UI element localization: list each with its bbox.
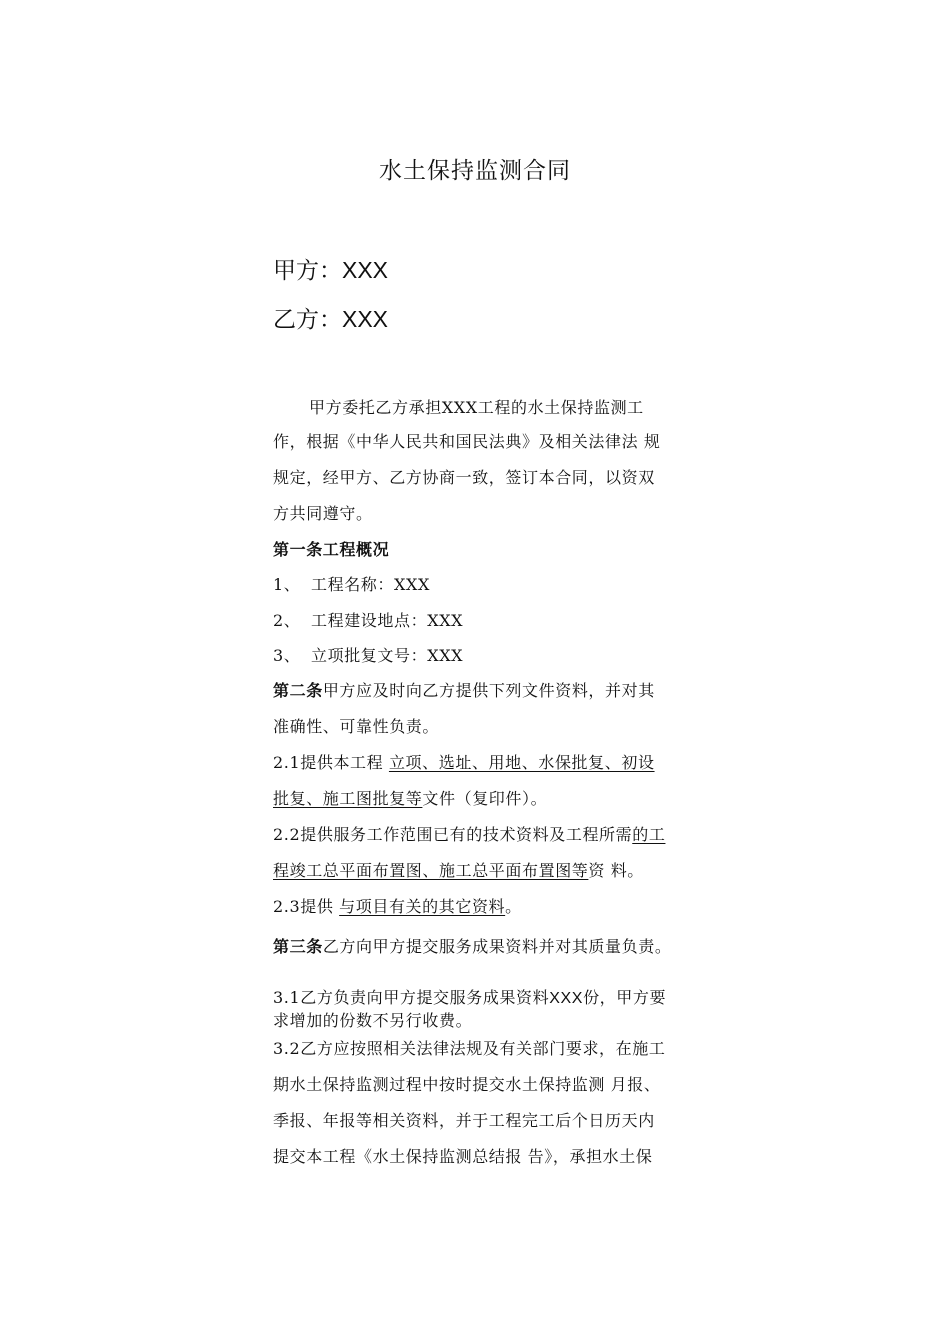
clause-2-2-text: 资 料。 [588,861,644,880]
clause-3-2-line-3: 季报、年报等相关资料，并于工程完工后个日历天内 [273,1111,655,1130]
document-title: 水土保持监测合同 [379,158,571,184]
clause-2-2-underlined: 的工 [632,825,666,844]
clause-2-3-suffix: 。 [505,897,522,916]
clause-2-1-suffix: 文件（复印件）。 [422,789,548,808]
party-b-value: XXX [342,306,389,332]
clause-2-3-prefix: 2.3提供 [273,897,340,916]
article-1-item [273,603,679,639]
clause-2-2-line-1 [273,817,679,853]
intro-line-2: 作，根据《中华人民共和国民法典》及相关法律法 规 [273,432,661,451]
article-3-paragraph [273,936,679,958]
article-3-text: 乙方向甲方提交服务成果资料并对其质量负责。 [322,937,672,956]
clause-2-2-underlined: 程竣工总平面布置图、施工总平面布置图等 [273,861,589,880]
clause-2-3-underlined: 与项目有关的其它资料 [339,897,506,916]
item-number: 1、 [273,575,301,594]
intro-line-3: 规定，经甲方、乙方协商一致，签订本合同，以资双 [273,468,655,487]
article-1-item [273,638,679,674]
clause-3-2-line-2: 期水土保持监测过程中按时提交水土保持监测 月报、 [273,1075,661,1094]
party-a [273,252,388,285]
item-number: 3、 [273,646,301,665]
article-1-item [273,567,679,603]
clause-2-1-underlined: 立项、选址、用地、水保批复、初设 [388,753,655,772]
intro-line-4: 方共同遵守。 [273,504,373,523]
party-a-value: XXX [342,257,389,283]
clause-3-1 [273,987,679,1032]
article-2-line-2: 准确性、可靠性负责。 [273,717,440,736]
clause-2-3 [273,889,679,925]
clause-3-2-line-4: 提交本工程《水土保持监测总结报 告》，承担水土保 [273,1147,653,1166]
clause-2-1-line-2 [273,781,679,817]
article-3-heading: 第三条 [273,937,323,956]
article-2-line-1 [273,673,679,709]
clause-2-2-text: 2.2提供服务工作范围已有的技术资料及工程所需 [273,825,633,844]
party-a-label: 甲方： [273,258,342,284]
clause-3-1-count: XXX [549,990,584,1007]
clause-3-1-text: 3.1乙方负责向甲方提交服务成果资料 [273,988,550,1007]
article-1-heading: 第一条工程概况 [273,540,390,559]
party-b-label: 乙方： [273,307,342,333]
item-text: 工程建设地点：XXX [311,611,464,630]
clause-2-1-prefix: 2.1提供本工程 [273,753,389,772]
intro-line-1: 甲方委托乙方承担XXX工程的水土保持监测工 [309,398,644,417]
article-2-heading: 第二条 [273,681,323,700]
article-2-text: 甲方应及时向乙方提供下列文件资料，并对其 [322,681,655,700]
clause-3-2-line-1: 3.2乙方应按照相关法律法规及有关部门要求，在施工 [273,1039,666,1058]
item-number: 2、 [273,611,301,630]
item-text: 工程名称：XXX [311,575,430,594]
party-b [273,301,388,334]
clause-2-2-line-2 [273,853,679,889]
clause-3-1-text: 份，甲方要求增加的份数不另行收费。 [273,988,667,1030]
clause-2-1-line-1 [273,745,679,781]
item-text: 立项批复文号：XXX [311,646,464,665]
clause-2-1-underlined: 批复、施工图批复等 [273,789,423,808]
